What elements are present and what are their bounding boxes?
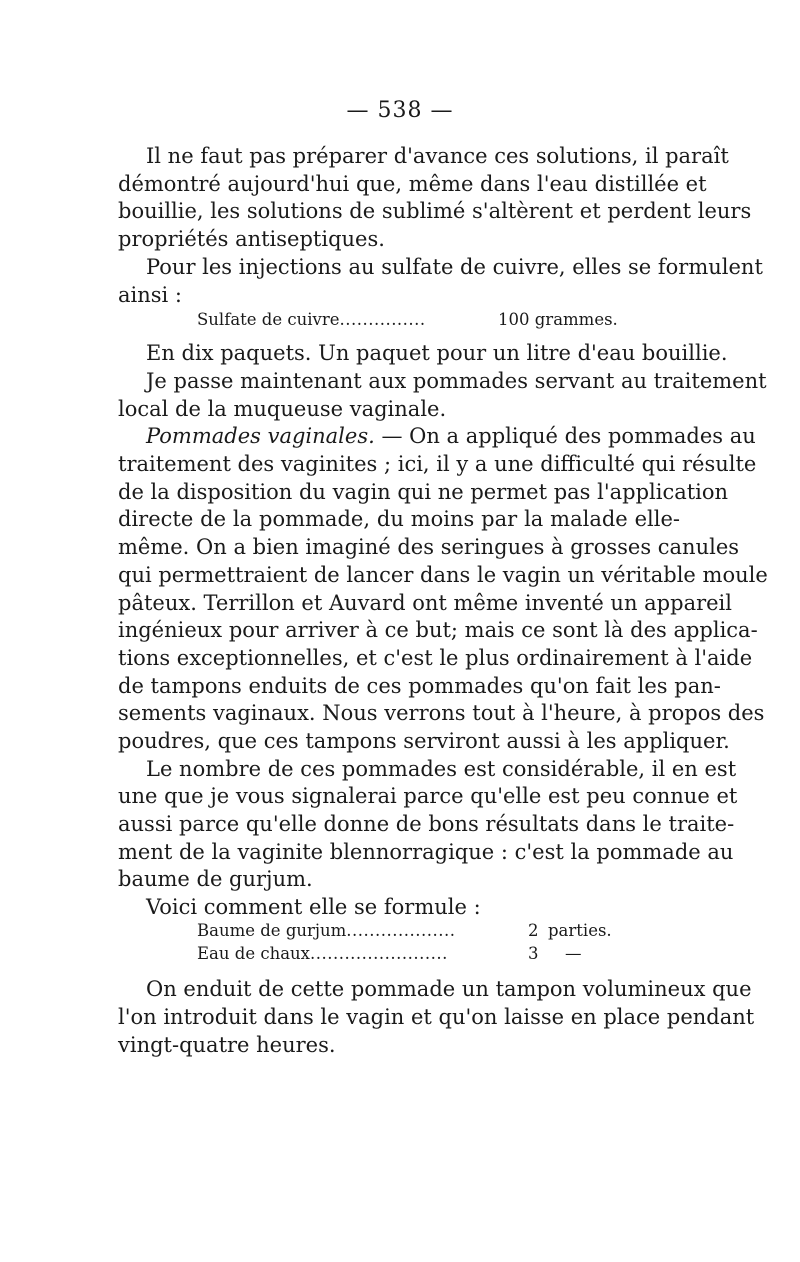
body-line: Je passe maintenant aux pommades servant au traitement bbox=[146, 369, 767, 393]
body-line: sements vaginaux. Nous verrons tout à l'heure, à propos des bbox=[118, 701, 765, 725]
body-line: ainsi : bbox=[118, 283, 183, 307]
body-line: aussi parce qu'elle donne de bons résultats dans le traite- bbox=[118, 812, 735, 836]
body-line: pâteux. Terrillon et Auvard ont même inventé un appareil bbox=[118, 591, 732, 615]
formula-ingredient: Eau de chaux bbox=[197, 944, 310, 963]
body-line: local de la muqueuse vaginale. bbox=[118, 397, 447, 421]
body-line: même. On a bien imaginé des seringues à grosses canules bbox=[118, 535, 740, 559]
body-line: propriétés antiseptiques. bbox=[118, 227, 385, 251]
formula-ingredient: Baume de gurjum bbox=[197, 921, 347, 940]
body-line: démontré aujourd'hui que, même dans l'eau distillée et bbox=[118, 172, 707, 196]
formula-ingredient: Sulfate de cuivre bbox=[197, 310, 340, 329]
formula-qty: 3 bbox=[528, 944, 539, 963]
body-line: qui permettraient de lancer dans le vagin un véritable moule bbox=[118, 563, 768, 587]
formula-unit: — bbox=[565, 944, 582, 963]
body-line: ingénieux pour arriver à ce but; mais ce sont là des applica- bbox=[118, 618, 758, 642]
formula-line bbox=[197, 309, 426, 331]
body-line: baume de gurjum. bbox=[118, 867, 313, 891]
formula-qty: 2 bbox=[528, 921, 539, 940]
page-number: — 538 — bbox=[346, 98, 454, 123]
body-line: Voici comment elle se formule : bbox=[146, 895, 481, 919]
formula-unit: parties. bbox=[548, 921, 612, 940]
body-line: directe de la pommade, du moins par la malade elle- bbox=[118, 507, 680, 531]
body-line: de la disposition du vagin qui ne permet pas l'application bbox=[118, 480, 729, 504]
section-heading: Pommades vaginales. bbox=[146, 424, 375, 448]
body-text: — On a appliqué des pommades au bbox=[381, 424, 756, 448]
body-line: Pour les injections au sulfate de cuivre, elles se formulent bbox=[146, 255, 763, 279]
body-line: traitement des vaginites ; ici, il y a une difficulté qui résulte bbox=[118, 452, 757, 476]
formula-amount: 100 grammes. bbox=[498, 310, 618, 329]
formula-line bbox=[197, 943, 448, 965]
formula-dots: ............... bbox=[339, 310, 426, 329]
formula-dots: ........................ bbox=[309, 944, 448, 963]
body-line: ment de la vaginite blennorragique : c'est la pommade au bbox=[118, 840, 734, 864]
body-line: une que je vous signalerai parce qu'elle est peu connue et bbox=[118, 784, 738, 808]
body-line: l'on introduit dans le vagin et qu'on laisse en place pendant bbox=[118, 1005, 755, 1029]
body-line bbox=[118, 423, 756, 451]
formula-line bbox=[197, 920, 455, 942]
body-line: poudres, que ces tampons serviront aussi à les appliquer. bbox=[118, 729, 730, 753]
body-line: Le nombre de ces pommades est considérable, il en est bbox=[146, 757, 737, 781]
body-line: bouillie, les solutions de sublimé s'altèrent et perdent leurs bbox=[118, 199, 752, 223]
body-line: tions exceptionnelles, et c'est le plus ordinairement à l'aide bbox=[118, 646, 753, 670]
body-line: On enduit de cette pommade un tampon volumineux que bbox=[146, 977, 752, 1001]
body-line: de tampons enduits de ces pommades qu'on fait les pan- bbox=[118, 674, 721, 698]
body-line: En dix paquets. Un paquet pour un litre d'eau bouillie. bbox=[146, 341, 728, 365]
formula-dots: ................... bbox=[346, 921, 456, 940]
body-line: vingt-quatre heures. bbox=[118, 1033, 336, 1057]
body-line: Il ne faut pas préparer d'avance ces solutions, il paraît bbox=[146, 144, 729, 168]
